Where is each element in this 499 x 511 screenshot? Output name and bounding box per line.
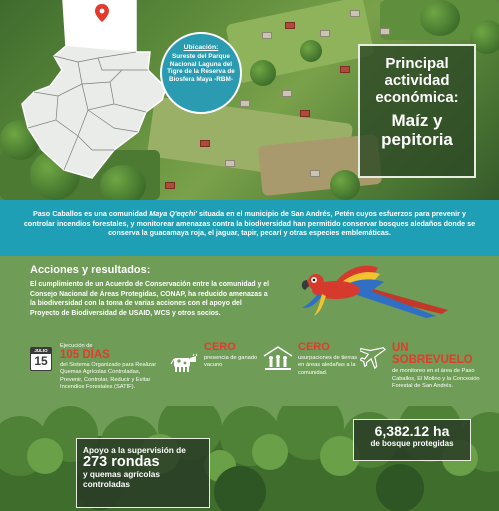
- location-callout-title: Ubicación:: [183, 44, 219, 51]
- support-rounds-box: [76, 438, 210, 508]
- stat-land-value: CERO: [298, 341, 330, 353]
- results-section: [0, 256, 499, 511]
- stat-cattle-text: presencia de ganado vacuno: [204, 355, 258, 369]
- stat-cattle-value: CERO: [204, 341, 236, 353]
- community-description: [0, 200, 499, 256]
- airplane-icon: [360, 344, 386, 370]
- support-post: y quemas agrícolas controladas: [83, 469, 161, 489]
- stat-land: [298, 342, 362, 377]
- stat-days: [60, 343, 164, 392]
- stat-days-pre: Ejecución de: [60, 343, 93, 349]
- location-callout-text: Sureste del Parque Nacional Laguna del Tigre de la Reserva de Biosfera Maya -RBM-: [167, 53, 235, 83]
- stat-days-value: 105 DÍAS: [60, 349, 110, 362]
- community-houses-icon: [262, 346, 294, 372]
- stat-flight: [392, 342, 484, 390]
- protected-forest-value: 6,382.12 ha: [374, 423, 450, 439]
- protected-forest-box: [353, 419, 471, 461]
- description-post: situada en el municipio de San Andrés, Petén cuyos esfuerzos para prevenir y controlar incendios forestales, y monitorear amenazas contra la biodiversidad han permitido conservar bosques aledaños donde se conserva la guacamaya roja, el jaguar, tapir, pecarí y otras especies emblemáticas.: [23, 209, 476, 238]
- economic-activity-box: [358, 44, 476, 178]
- guatemala-map: [18, 0, 168, 180]
- scarlet-macaw-illustration: [296, 262, 456, 322]
- aerial-photo: [0, 0, 499, 200]
- description-pre: Paso Caballos es una comunidad: [33, 209, 150, 218]
- stat-land-text: usurpaciones de tierras en áreas aledañas a la comunidad.: [298, 355, 358, 376]
- protected-forest-text: de bosque protegidas: [370, 439, 454, 449]
- economic-activity-label: Principal actividad económica:: [375, 55, 459, 106]
- actions-title: Acciones y resultados:: [30, 264, 151, 276]
- support-pre: Apoyo a la supervisión de: [83, 445, 186, 455]
- stat-days-text: del Sistema Organizado para Realizar Quemas Agrícolas Controladas, Prevenir, Controlar, Reducir y Evitar Incendios Forestales (SATIF).: [60, 361, 157, 391]
- calendar-month: JULIO: [31, 348, 51, 354]
- calendar-day: 15: [34, 354, 48, 368]
- economic-activity-value: Maíz y pepitoria: [381, 111, 453, 150]
- stat-flight-value: UN SOBREVUELO: [392, 342, 473, 367]
- cattle-icon: [168, 350, 198, 374]
- description-ethnic: Maya Q'eqchi': [149, 209, 198, 218]
- stat-cattle: [204, 342, 262, 370]
- location-callout: [160, 32, 242, 114]
- calendar-icon: [30, 347, 52, 371]
- actions-text: El cumplimiento de un Acuerdo de Conservación entre la comunidad y el Consejo Nacional de Áreas Protegidas, CONAP, ha reducido amenazas a la biodiversidad con la toma de varias acciones con el apoyo del Proyecto de Biodiversidad de USAID, WCS y otros socios.: [30, 281, 270, 317]
- support-value: 273 rondas: [83, 454, 160, 470]
- stat-flight-text: de monitoreo en el área de Paso Caballos, El Molino y la Concesión Forestal de San Andrés.: [392, 368, 480, 389]
